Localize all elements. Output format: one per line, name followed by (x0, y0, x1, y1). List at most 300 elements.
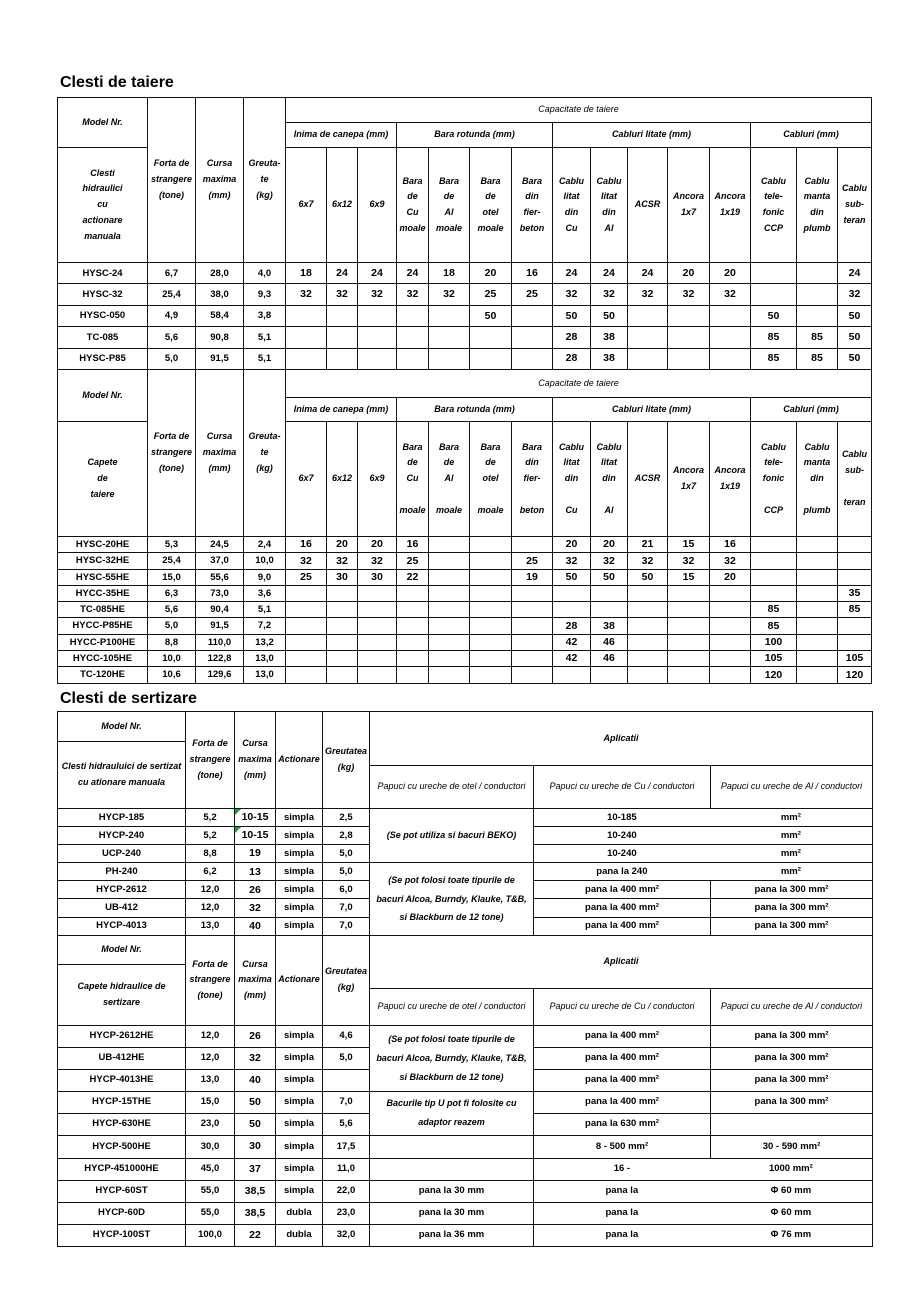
column-header: Cablu sub- teran (838, 148, 872, 263)
value-cell (797, 618, 838, 634)
value-cell: 25,4 (148, 284, 196, 305)
al-cell: 30 - 590 mm² (711, 1135, 873, 1158)
value-cell (429, 305, 470, 326)
value-cell (358, 667, 397, 683)
value-cell: 32 (668, 284, 710, 305)
value-cell: 13,0 (244, 651, 286, 667)
value-cell (751, 585, 797, 601)
value-cell (710, 305, 751, 326)
table-row (58, 651, 872, 667)
value-cell (628, 305, 668, 326)
value-cell: 32 (628, 553, 668, 569)
value-cell: 20 (358, 536, 397, 552)
action-cell: simpla (276, 1180, 323, 1202)
value-cell: 5,6 (148, 602, 196, 618)
value-cell: 15,0 (148, 569, 196, 585)
column-header: Cablu tele- fonic CCP (751, 148, 797, 263)
value-cell: 38 (591, 327, 628, 348)
force-cell: 6,2 (186, 863, 235, 881)
value-cell: 50 (591, 569, 628, 585)
value-cell: 3,8 (244, 305, 286, 326)
value-cell (397, 585, 429, 601)
steel-cell: pana la 30 mm (370, 1202, 534, 1224)
value-cell: 10,0 (244, 553, 286, 569)
value-cell: 32 (628, 284, 668, 305)
value-cell: 20 (470, 263, 512, 284)
column-header: 6x7 (286, 421, 327, 536)
cu-range: pana la (605, 1229, 639, 1241)
model-cell: HYCP-240 (58, 827, 186, 845)
value-cell: 15 (668, 569, 710, 585)
model-cell: HYCP-4013 (58, 917, 186, 935)
value-cell: 16 (397, 536, 429, 552)
value-cell (286, 651, 327, 667)
value-cell: 129,6 (196, 667, 244, 683)
value-cell (751, 284, 797, 305)
value-cell: 32 (286, 284, 327, 305)
value-cell (429, 651, 470, 667)
model-cell: HYSC-32HE (58, 553, 148, 569)
model-cell: HYCC-P85HE (58, 618, 148, 634)
action-header: Actionare (276, 712, 323, 809)
weight-cell: 2,8 (323, 827, 370, 845)
column-header: 6x9 (358, 421, 397, 536)
value-cell: 6,3 (148, 585, 196, 601)
action-cell: dubla (276, 1224, 323, 1246)
al-range: Φ 76 mm (770, 1229, 812, 1241)
value-cell: 6,7 (148, 263, 196, 284)
cu-range: 16 - (613, 1163, 631, 1175)
model-cell: UCP-240 (58, 845, 186, 863)
value-cell (286, 348, 327, 369)
value-cell: 32 (286, 553, 327, 569)
stroke-cell: 40 (235, 917, 276, 935)
cu-range: 10-240 (607, 829, 637, 841)
application-merged-cell (534, 809, 873, 827)
model-cell: HYCP-500HE (58, 1135, 186, 1158)
value-cell: 85 (751, 602, 797, 618)
value-cell (358, 305, 397, 326)
value-cell (429, 553, 470, 569)
group-header: Bara rotunda (mm) (397, 397, 553, 421)
column-header: ACSR (628, 421, 668, 536)
value-cell: 32 (591, 553, 628, 569)
value-cell: 32 (553, 553, 591, 569)
value-cell (797, 585, 838, 601)
value-cell: 110,0 (196, 634, 244, 650)
action-cell: simpla (276, 809, 323, 827)
value-cell (668, 618, 710, 634)
stroke-header: Cursa maxima (mm) (196, 98, 244, 263)
model-header: Model Nr. (58, 98, 148, 148)
value-cell: 32 (397, 284, 429, 305)
value-cell: 5,1 (244, 327, 286, 348)
stroke-header: Cursa maxima (mm) (235, 935, 276, 1025)
value-cell (286, 305, 327, 326)
action-cell: simpla (276, 1135, 323, 1158)
value-cell (286, 667, 327, 683)
value-cell: 46 (591, 651, 628, 667)
value-cell: 18 (429, 263, 470, 284)
value-cell (512, 651, 553, 667)
value-cell (628, 327, 668, 348)
steel-cell: pana la 30 mm (370, 1180, 534, 1202)
category-header: Clesti hidraulici cu actionare manuala (58, 148, 148, 263)
compatibility-note: (Se pot folosi toate tipurile de bacuri Alcoa, Burndy, Klauke, T&B, si Blackburn de 12 tone) (370, 1025, 534, 1091)
value-cell: 5,0 (148, 348, 196, 369)
model-cell: HYCP-4013HE (58, 1069, 186, 1091)
table-row (58, 863, 873, 881)
al-lug-header: Papuci cu ureche de Al / conductori (711, 988, 873, 1025)
column-header: Cablu sub- teran (838, 421, 872, 536)
stroke-cell: 38,5 (235, 1180, 276, 1202)
value-cell (327, 667, 358, 683)
category-header: Capete de taiere (58, 421, 148, 536)
value-cell (470, 667, 512, 683)
value-cell (397, 327, 429, 348)
stroke-cell: 38,5 (235, 1202, 276, 1224)
value-cell (797, 651, 838, 667)
header-row (58, 935, 873, 964)
value-cell (327, 618, 358, 634)
application-merged-cell (534, 1202, 873, 1224)
table-row (58, 1202, 873, 1224)
value-cell: 24 (327, 263, 358, 284)
action-cell: simpla (276, 827, 323, 845)
value-cell: 50 (838, 327, 872, 348)
al-cell: pana la 300 mm² (711, 1047, 873, 1069)
value-cell: 90,8 (196, 327, 244, 348)
model-cell: HYCP-630HE (58, 1113, 186, 1135)
value-cell (286, 585, 327, 601)
model-header: Model Nr. (58, 369, 148, 421)
capacity-header: Capacitate de taiere (286, 98, 872, 123)
force-cell: 55,0 (186, 1180, 235, 1202)
weight-cell: 7,0 (323, 917, 370, 935)
value-cell (797, 553, 838, 569)
group-header: Inima de canepa (mm) (286, 397, 397, 421)
value-cell (470, 553, 512, 569)
stroke-cell: 37 (235, 1158, 276, 1180)
value-cell (327, 651, 358, 667)
column-header: ACSR (628, 148, 668, 263)
value-cell (358, 585, 397, 601)
weight-header: Greuta- te (kg) (244, 98, 286, 263)
force-cell: 13,0 (186, 917, 235, 935)
action-cell: simpla (276, 1091, 323, 1113)
value-cell (470, 651, 512, 667)
force-cell: 30,0 (186, 1135, 235, 1158)
force-cell: 45,0 (186, 1158, 235, 1180)
value-cell: 25 (397, 553, 429, 569)
value-cell: 91,5 (196, 348, 244, 369)
value-cell: 9,0 (244, 569, 286, 585)
table-row (58, 809, 873, 827)
value-cell: 20 (553, 536, 591, 552)
model-cell: HYSC-050 (58, 305, 148, 326)
value-cell (710, 348, 751, 369)
stroke-header: Cursa maxima (mm) (196, 369, 244, 536)
weight-cell: 5,0 (323, 863, 370, 881)
table-row (58, 618, 872, 634)
value-cell: 20 (710, 263, 751, 284)
cu-range: 10-185 (607, 811, 637, 823)
section-title-crimping: Clesti de sertizare (60, 690, 197, 707)
value-cell: 42 (553, 651, 591, 667)
al-range: Φ 60 mm (770, 1185, 812, 1197)
group-header: Cabluri litate (mm) (553, 123, 751, 148)
header-row (58, 98, 872, 123)
value-cell (668, 634, 710, 650)
model-cell: HYSC-32 (58, 284, 148, 305)
value-cell: 5,6 (148, 327, 196, 348)
value-cell: 19 (512, 569, 553, 585)
cu-cell: 8 - 500 mm² (534, 1135, 711, 1158)
value-cell: 5,1 (244, 348, 286, 369)
value-cell: 5,3 (148, 536, 196, 552)
section-title-cutting: Clesti de taiere (60, 74, 174, 91)
value-cell: 5,1 (244, 602, 286, 618)
force-cell: 12,0 (186, 1025, 235, 1047)
value-cell (470, 618, 512, 634)
value-cell: 24 (553, 263, 591, 284)
value-cell (628, 651, 668, 667)
value-cell: 85 (751, 348, 797, 369)
value-cell (797, 536, 838, 552)
column-header: Bara din fier- beton (512, 148, 553, 263)
value-cell (710, 618, 751, 634)
value-cell (797, 305, 838, 326)
value-cell: 42 (553, 634, 591, 650)
force-cell: 5,2 (186, 827, 235, 845)
value-cell: 38,0 (196, 284, 244, 305)
cu-range: pana la 240 (596, 866, 648, 878)
value-cell: 50 (628, 569, 668, 585)
value-cell (429, 348, 470, 369)
stroke-cell-commented: 10-15 (235, 827, 276, 845)
value-cell (591, 602, 628, 618)
value-cell (751, 536, 797, 552)
value-cell (628, 585, 668, 601)
header-row (58, 712, 873, 742)
value-cell (429, 569, 470, 585)
al-cell: pana la 300 mm² (711, 917, 873, 935)
value-cell (838, 569, 872, 585)
value-cell (710, 634, 751, 650)
value-cell: 32 (358, 284, 397, 305)
value-cell (591, 667, 628, 683)
weight-cell: 32,0 (323, 1224, 370, 1246)
value-cell (397, 651, 429, 667)
column-header: 6x12 (327, 421, 358, 536)
cu-cell: pana la 400 mm² (534, 1091, 711, 1113)
force-cell: 100,0 (186, 1224, 235, 1246)
value-cell (838, 536, 872, 552)
value-cell (512, 348, 553, 369)
model-cell: HYCP-15THE (58, 1091, 186, 1113)
value-cell: 90,4 (196, 602, 244, 618)
value-cell (327, 327, 358, 348)
value-cell (668, 667, 710, 683)
model-cell: HYCP-100ST (58, 1224, 186, 1246)
value-cell (286, 602, 327, 618)
force-cell: 55,0 (186, 1202, 235, 1224)
value-cell (286, 618, 327, 634)
value-cell (553, 585, 591, 601)
value-cell (397, 602, 429, 618)
table-row (58, 634, 872, 650)
application-merged-cell (534, 1224, 873, 1246)
value-cell: 50 (470, 305, 512, 326)
stroke-cell: 22 (235, 1224, 276, 1246)
table-row (58, 536, 872, 552)
value-cell: 73,0 (196, 585, 244, 601)
al-cell (711, 1113, 873, 1135)
model-cell: HYSC-24 (58, 263, 148, 284)
force-cell: 12,0 (186, 1047, 235, 1069)
column-header: Cablu litat din Al (591, 148, 628, 263)
application-merged-cell (534, 863, 873, 881)
action-cell: dubla (276, 1202, 323, 1224)
weight-cell: 7,0 (323, 1091, 370, 1113)
value-cell: 32 (668, 553, 710, 569)
column-header: Bara de Al moale (429, 421, 470, 536)
al-cell: pana la 300 mm² (711, 1091, 873, 1113)
force-cell: 12,0 (186, 899, 235, 917)
model-cell: HYSC-20HE (58, 536, 148, 552)
table-row (58, 1158, 873, 1180)
value-cell: 85 (838, 602, 872, 618)
value-cell (797, 667, 838, 683)
model-cell: PH-240 (58, 863, 186, 881)
value-cell (327, 305, 358, 326)
al-range: 1000 mm² (768, 1163, 813, 1175)
value-cell: 32 (710, 553, 751, 569)
capacity-header: Capacitate de taiere (286, 369, 872, 397)
value-cell: 28,0 (196, 263, 244, 284)
value-cell: 32 (358, 553, 397, 569)
value-cell (286, 634, 327, 650)
model-cell: UB-412HE (58, 1047, 186, 1069)
value-cell (358, 651, 397, 667)
value-cell: 13,2 (244, 634, 286, 650)
value-cell (797, 263, 838, 284)
force-cell: 23,0 (186, 1113, 235, 1135)
action-cell: simpla (276, 845, 323, 863)
al-cell: pana la 300 mm² (711, 899, 873, 917)
cu-range: pana la (605, 1207, 639, 1219)
value-cell: 25 (512, 284, 553, 305)
value-cell: 24,5 (196, 536, 244, 552)
model-cell: TC-120HE (58, 667, 148, 683)
value-cell (397, 348, 429, 369)
cu-cell: pana la 400 mm² (534, 1047, 711, 1069)
action-cell: simpla (276, 1047, 323, 1069)
value-cell (327, 602, 358, 618)
weight-header: Greutatea (kg) (323, 935, 370, 1025)
value-cell: 7,2 (244, 618, 286, 634)
value-cell: 46 (591, 634, 628, 650)
force-header: Forta de strangere (tone) (186, 935, 235, 1025)
table-row (58, 1091, 873, 1113)
force-header: Forta de strangere (tone) (186, 712, 235, 809)
value-cell (668, 585, 710, 601)
column-header: Ancora 1x7 (668, 421, 710, 536)
table-row (58, 585, 872, 601)
al-cell: pana la 300 mm² (711, 1069, 873, 1091)
steel-cell (370, 1135, 534, 1158)
value-cell: 25 (470, 284, 512, 305)
value-cell (512, 327, 553, 348)
value-cell: 30 (327, 569, 358, 585)
action-cell: simpla (276, 863, 323, 881)
value-cell (628, 618, 668, 634)
column-header: Bara de otel moale (470, 148, 512, 263)
value-cell: 32 (553, 284, 591, 305)
model-cell: HYSC-55HE (58, 569, 148, 585)
value-cell (470, 602, 512, 618)
value-cell: 15 (668, 536, 710, 552)
value-cell (327, 585, 358, 601)
value-cell: 38 (591, 618, 628, 634)
cu-lug-header: Papuci cu ureche de Cu / conductori (534, 988, 711, 1025)
weight-cell: 11,0 (323, 1158, 370, 1180)
column-header: Cablu manta din plumb (797, 421, 838, 536)
value-cell (838, 553, 872, 569)
stroke-cell: 30 (235, 1135, 276, 1158)
value-cell: 4,0 (244, 263, 286, 284)
weight-cell: 5,0 (323, 845, 370, 863)
column-header: 6x7 (286, 148, 327, 263)
application-merged-cell (534, 1158, 873, 1180)
value-cell: 50 (838, 305, 872, 326)
weight-cell: 2,5 (323, 809, 370, 827)
steel-cell (370, 1158, 534, 1180)
column-header: Ancora 1x19 (710, 148, 751, 263)
value-cell: 50 (751, 305, 797, 326)
value-cell (628, 348, 668, 369)
steel-lug-header: Papuci cu ureche de otel / conductori (370, 988, 534, 1025)
column-header: Cablu litat din Cu (553, 421, 591, 536)
value-cell: 5,0 (148, 618, 196, 634)
value-cell (397, 618, 429, 634)
value-cell (470, 536, 512, 552)
value-cell (668, 305, 710, 326)
steel-lug-header: Papuci cu ureche de otel / conductori (370, 766, 534, 809)
value-cell: 37,0 (196, 553, 244, 569)
value-cell: 122,8 (196, 651, 244, 667)
application-merged-cell (534, 1180, 873, 1202)
force-cell: 15,0 (186, 1091, 235, 1113)
value-cell: 50 (553, 305, 591, 326)
action-cell: simpla (276, 917, 323, 935)
model-cell: HYCP-185 (58, 809, 186, 827)
cu-cell: pana la 400 mm² (534, 917, 711, 935)
value-cell (327, 348, 358, 369)
cu-cell: pana la 400 mm² (534, 1069, 711, 1091)
value-cell (751, 569, 797, 585)
value-cell: 120 (751, 667, 797, 683)
value-cell (668, 348, 710, 369)
compatibility-note: Bacurile tip U pot fi folosite cu adaptor reazem (370, 1091, 534, 1135)
value-cell: 8,8 (148, 634, 196, 650)
model-cell: HYCC-105HE (58, 651, 148, 667)
value-cell: 58,4 (196, 305, 244, 326)
value-cell: 25 (286, 569, 327, 585)
value-cell (512, 536, 553, 552)
value-cell: 10,6 (148, 667, 196, 683)
value-cell (429, 618, 470, 634)
